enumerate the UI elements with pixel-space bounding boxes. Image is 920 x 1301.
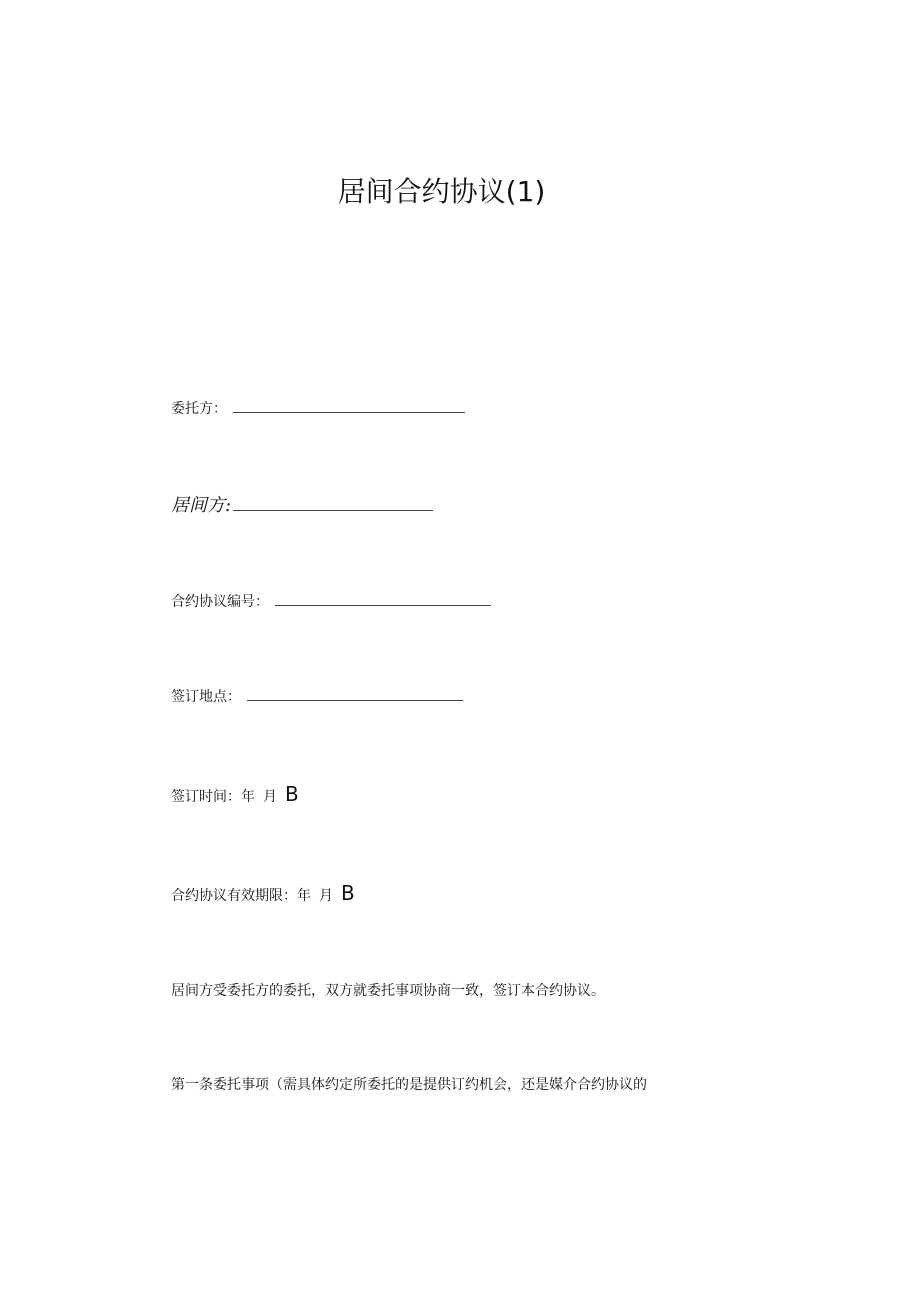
client-blank[interactable] xyxy=(233,400,465,413)
contract-no-label: 合约协议编号： xyxy=(171,594,269,610)
client-row xyxy=(171,399,465,419)
broker-row xyxy=(171,494,433,518)
paragraph-intro: 居间方受委托方的委托，双方就委托事项协商一致，签订本合约协议。 xyxy=(171,983,605,999)
broker-blank[interactable] xyxy=(233,496,433,511)
contract-no-row xyxy=(171,592,491,612)
sign-place-row xyxy=(171,687,463,707)
document-title: 居间合约协议(1) xyxy=(337,175,546,208)
sign-time-month: 月 xyxy=(263,789,277,805)
validity-row xyxy=(171,883,355,906)
contract-no-blank[interactable] xyxy=(275,593,491,606)
validity-label: 合约协议有效期限： xyxy=(171,888,297,904)
sign-time-day: B xyxy=(285,782,299,806)
validity-year: 年 xyxy=(297,888,311,904)
sign-place-label: 签订地点： xyxy=(171,689,241,705)
validity-month: 月 xyxy=(319,888,333,904)
sign-place-blank[interactable] xyxy=(247,688,463,701)
validity-day: B xyxy=(341,881,355,905)
broker-label: 居间方: xyxy=(171,495,232,516)
sign-time-year: 年 xyxy=(241,789,255,805)
sign-time-row xyxy=(171,784,299,807)
sign-time-label: 签订时间： xyxy=(171,789,241,805)
client-label: 委托方： xyxy=(171,401,227,417)
paragraph-article-1: 第一条委托事项（需具体约定所委托的是提供订约机会，还是媒介合约协议的 xyxy=(171,1077,647,1093)
